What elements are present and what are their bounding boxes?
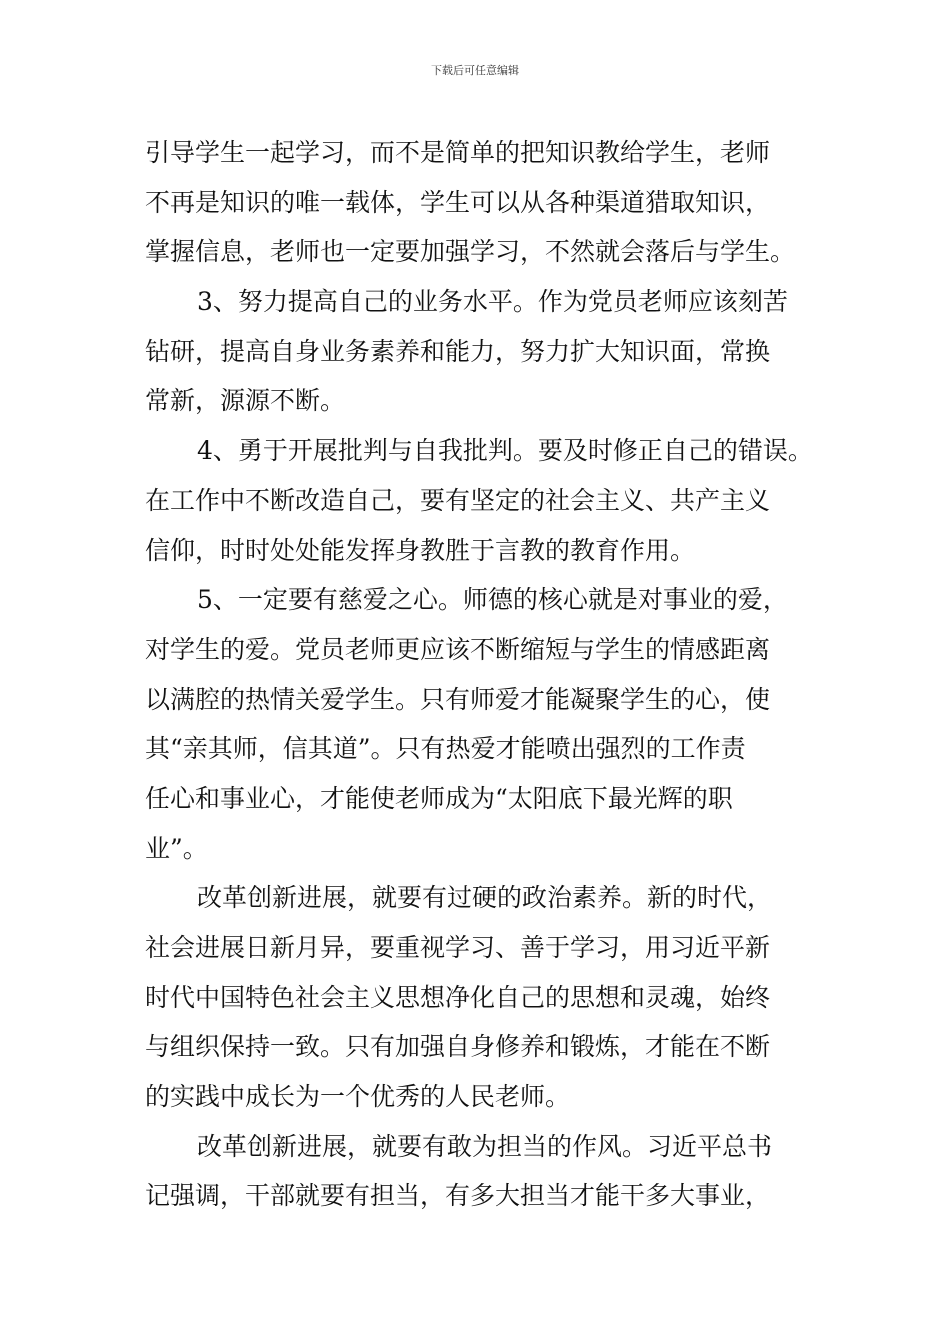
text-line: 记强调，干部就要有担当，有多大担当才能干多大事业， xyxy=(145,1181,771,1211)
text-line: 掌握信息，老师也一定要加强学习，不然就会落后与学生。 xyxy=(145,237,796,267)
text-line: 时代中国特色社会主义思想净化自己的思想和灵魂，始终 xyxy=(145,982,771,1012)
text-line: 与组织保持一致。只有加强自身修养和锻炼，才能在不断 xyxy=(145,1032,771,1062)
paragraph-first-line: 改革创新进展，就要有过硬的政治素养。新的时代， xyxy=(197,883,773,913)
text-line: 引导学生一起学习，而不是简单的把知识教给学生，老师 xyxy=(145,138,771,167)
text-line: 任心和事业心，才能使老师成为“太阳底下最光辉的职 xyxy=(145,783,733,813)
text-line: 其“亲其师，信其道”。只有热爱才能喷出强烈的工作责 xyxy=(145,734,746,764)
document-body xyxy=(145,128,825,1221)
paragraph-first-line: 5、一定要有慈爱之心。师德的核心就是对事业的爱， xyxy=(197,585,788,615)
text-line: 的实践中成长为一个优秀的人民老师。 xyxy=(145,1082,571,1112)
paragraph-first-line: 3、努力提高自己的业务水平。作为党员老师应该刻苦 xyxy=(197,287,788,317)
text-line: 钻研，提高自身业务素养和能力，努力扩大知识面，常换 xyxy=(145,336,771,366)
text-line: 业”。 xyxy=(145,833,208,863)
text-line: 对学生的爱。党员老师更应该不断缩短与学生的情感距离 xyxy=(145,634,771,664)
page-header: 下载后可任意编辑 xyxy=(431,64,519,77)
paragraph-first-line: 4、勇于开展批判与自我批判。要及时修正自己的错误。 xyxy=(197,436,813,466)
text-line: 在工作中不断改造自己，要有坚定的社会主义、共产主义 xyxy=(145,485,771,515)
text-line: 以满腔的热情关爱学生。只有师爱才能凝聚学生的心，使 xyxy=(145,684,771,714)
text-line: 不再是知识的唯一载体，学生可以从各种渠道猎取知识， xyxy=(145,187,771,217)
text-line: 常新，源源不断。 xyxy=(145,386,346,416)
paragraph-first-line: 改革创新进展，就要有敢为担当的作风。习近平总书 xyxy=(197,1131,773,1161)
text-line: 信仰，时时处处能发挥身教胜于言教的教育作用。 xyxy=(145,535,696,565)
text-line: 社会进展日新月异，要重视学习、善于学习，用习近平新 xyxy=(145,933,771,962)
